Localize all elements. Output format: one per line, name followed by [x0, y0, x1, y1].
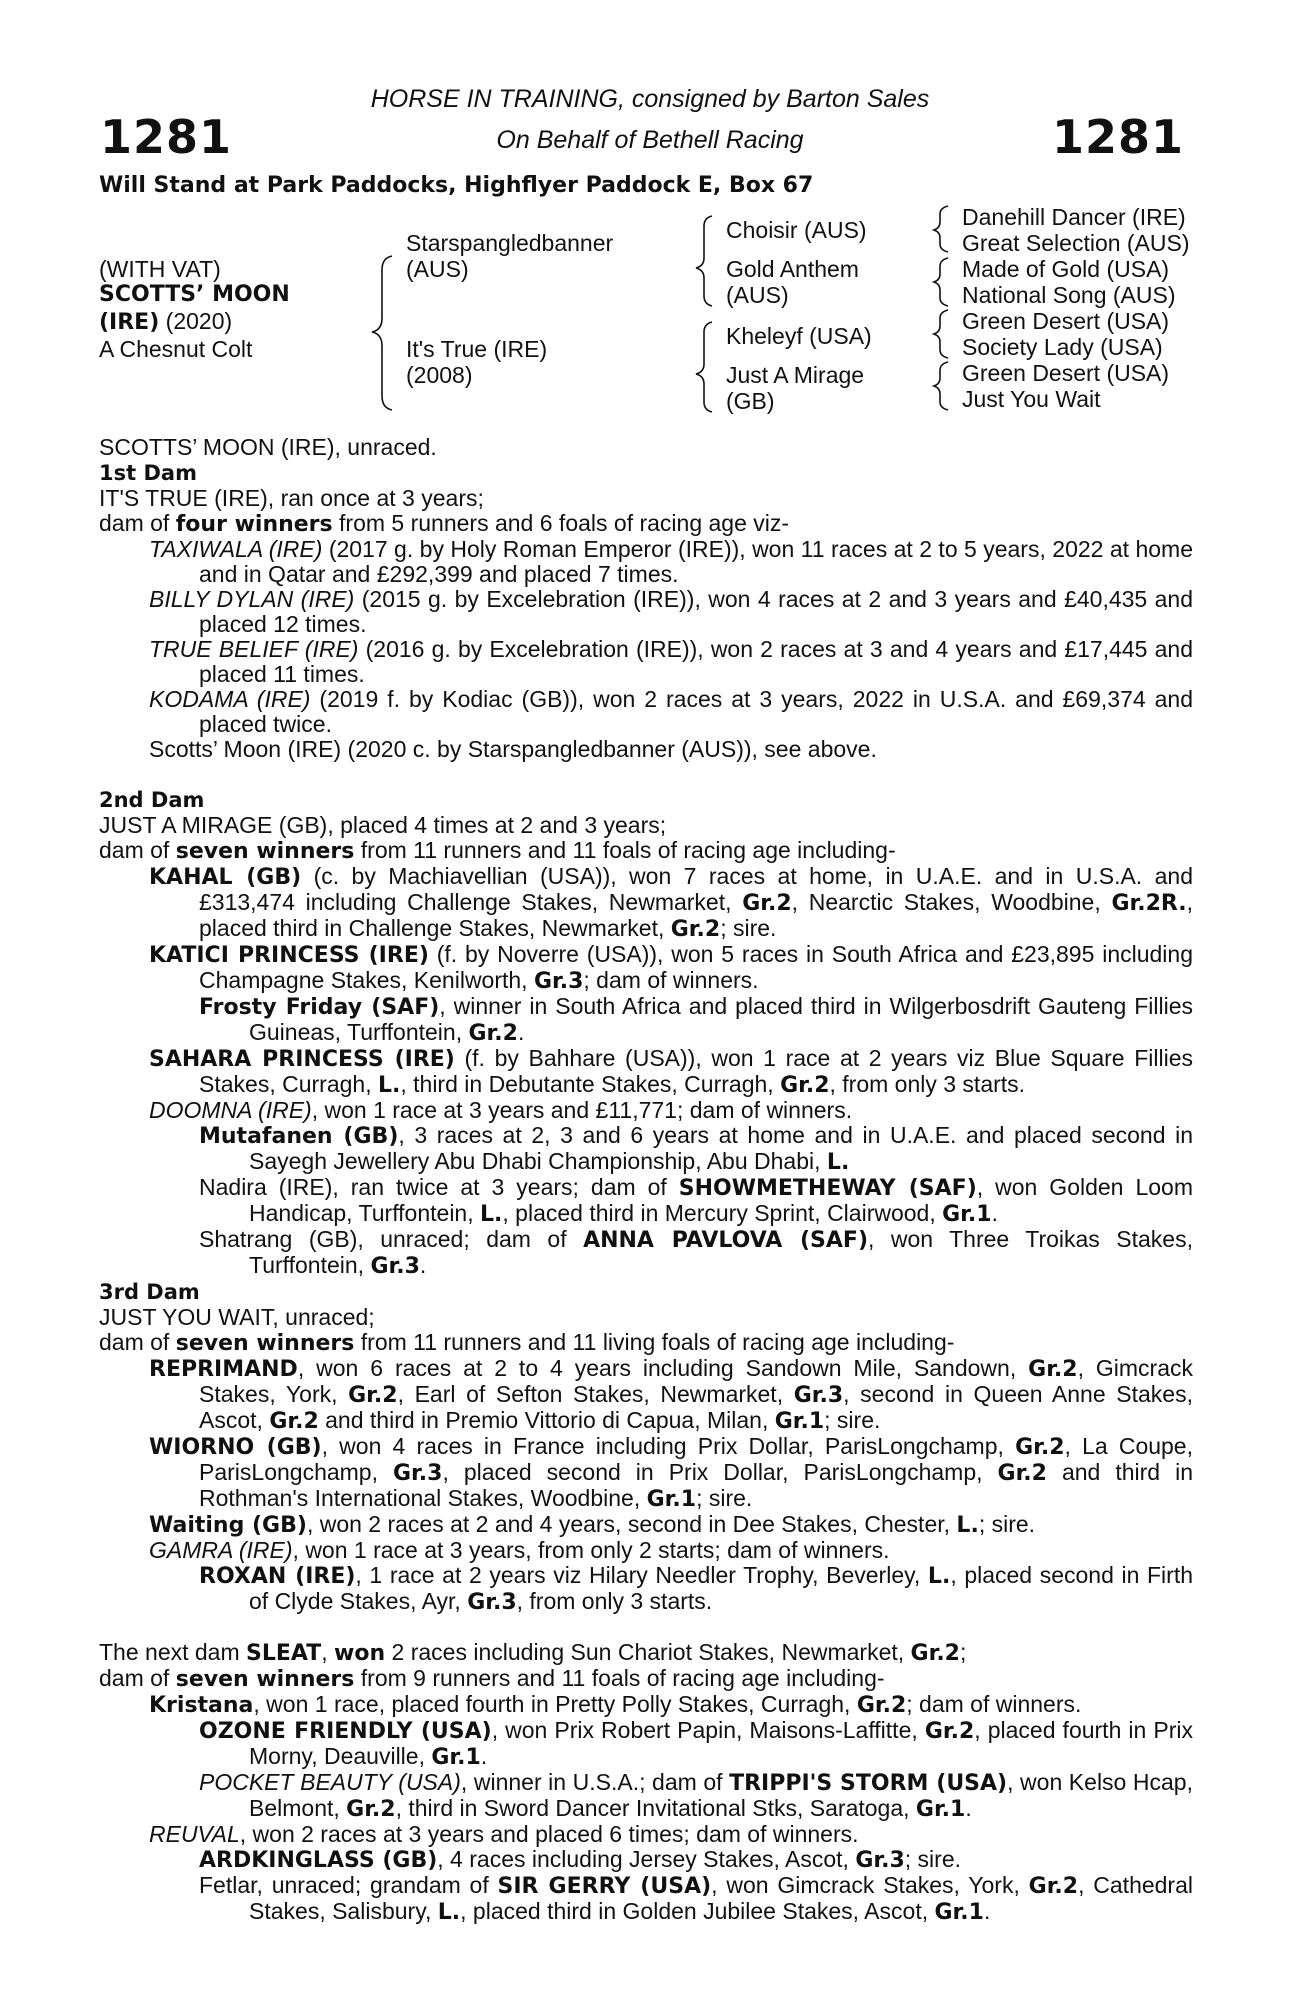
text-run: . [517, 1019, 525, 1045]
bold-text: L. [437, 1900, 461, 1925]
pedigree-braces [0, 0, 1314, 440]
text-run: , won 2 races at 2 and 4 years, second in Dee Stakes, Chester, [306, 1511, 957, 1537]
bold-text: Gr.3 [855, 1848, 905, 1873]
bold-text: SAHARA PRINCESS (IRE) [149, 1047, 455, 1072]
text-run: (f. by Bahhare (USA)), won 1 race at 2 years viz Blue Square Fillies Stakes, Curragh, [199, 1045, 1193, 1097]
text-run: ; sire. [904, 1846, 961, 1872]
bold-text: Gr.2 [997, 1461, 1047, 1486]
pedigree-gs2: Gold Anthem (AUS) [726, 256, 859, 308]
text-run: , won Kelso Hcap, Belmont, [249, 1769, 1193, 1821]
text-run: , won 6 races at 2 to 4 years including Sandown Mile, Sandown, [297, 1355, 1029, 1381]
text-run: , placed third in Challenge Stakes, Newmarket, [199, 889, 1193, 941]
text-run: dam of [99, 1665, 176, 1691]
bold-text: Gr.2 [910, 1641, 960, 1666]
text-run: , won 1 race at 3 years and £11,771; dam of winners. [311, 1097, 853, 1123]
text-run: 2 races including Sun Chariot Stakes, Newmarket, [385, 1639, 911, 1665]
text-run: , 4 races including Jersey Stakes, Ascot, [437, 1846, 856, 1872]
catalogue-paragraph [99, 1356, 1193, 1434]
text-run: and third in Premio Vittorio di Capua, Milan, [318, 1407, 775, 1433]
text-run: IT'S TRUE (IRE), ran once at 3 years; [99, 485, 484, 511]
text-run: . [983, 1898, 991, 1924]
text-run: , Cathedral Stakes, Salisbury, [249, 1872, 1193, 1924]
bold-text: seven winners [175, 1331, 355, 1356]
text-run: . [480, 1743, 488, 1769]
catalogue-paragraph [99, 737, 1193, 762]
section-gap [99, 1615, 1193, 1640]
bold-text: TRIPPI'S STORM (USA) [729, 1771, 1008, 1796]
bold-text: KATICI PRINCESS (IRE) [149, 943, 429, 968]
catalogue-paragraph [99, 537, 1193, 587]
bold-text: Gr.3 [393, 1461, 443, 1486]
catalogue-paragraph [99, 1692, 1193, 1718]
venue-line: Will Stand at Park Paddocks, Highflyer Paddock E, Box 67 [99, 173, 814, 198]
text-run: ; [959, 1639, 967, 1665]
bold-text: Gr.2 [1028, 1357, 1078, 1382]
catalogue-paragraph [99, 1227, 1193, 1279]
bold-text: L. [927, 1564, 951, 1589]
bold-text: Gr.2 [780, 1073, 830, 1098]
bold-text: Gr.2 [670, 917, 721, 942]
bold-text: Gr.1 [942, 1202, 992, 1227]
horse-name: SCOTTS’ MOON [99, 282, 290, 307]
text-run: (f. by Noverre (USA)), won 5 races in South Africa and £23,895 including Champagne Stakes, Kenilworth, [199, 941, 1193, 993]
bold-text: OZONE FRIENDLY (USA) [199, 1719, 492, 1744]
bold-text: four winners [175, 512, 333, 537]
bold-text: Gr.3 [533, 969, 584, 994]
text-run: JUST YOU WAIT, unraced; [99, 1304, 375, 1330]
horse-description: A Chesnut Colt [99, 336, 253, 362]
text-run: , Gimcrack Stakes, York, [199, 1355, 1193, 1407]
text-run: , La Coupe, ParisLongchamp, [199, 1433, 1193, 1485]
bold-text: ARDKINGLASS (GB) [199, 1848, 438, 1873]
text-run: , won 1 race, placed fourth in Pretty Polly Stakes, Curragh, [253, 1691, 857, 1717]
bold-text: won [334, 1641, 386, 1666]
bold-text: Gr.1 [774, 1409, 825, 1434]
catalogue-paragraph [99, 587, 1193, 637]
text-run: from 11 runners and 11 living foals of racing age including- [354, 1329, 955, 1355]
catalogue-paragraph [99, 511, 1193, 537]
text-run: , placed third in Golden Jubilee Stakes, Ascot, [460, 1898, 935, 1924]
on-behalf-line: On Behalf of Bethell Racing [496, 126, 804, 154]
text-run: (2019 f. by Kodiac (GB)), won 2 races at 3 years, 2022 in U.S.A. and £69,374 and placed twice. [199, 686, 1193, 737]
text-run: from 9 runners and 11 foals of racing age including- [354, 1665, 885, 1691]
text-run: , placed second in Firth of Clyde Stakes, Ayr, [249, 1562, 1194, 1614]
text-run: , won Prix Robert Papin, Maisons-Laffitte, [491, 1717, 925, 1743]
bold-text: Gr.3 [467, 1590, 517, 1615]
pedigree-ggs: Danehill Dancer (IRE) Great Selection (AUS) Made of Gold (USA) National Song (AUS) Green Desert (USA) Society Lady (USA) Green Desert (USA) Just You Wait [962, 204, 1190, 412]
bold-text: Gr.2 [1015, 1435, 1065, 1460]
catalogue-paragraph [99, 1822, 1193, 1847]
italic-text: REUVAL [149, 1821, 240, 1847]
text-run: , winner in South Africa and placed third in Wilgerbosdrift Gauteng Fillies Guineas, Turffontein, [249, 993, 1194, 1045]
text-run: dam of [99, 1329, 176, 1355]
italic-text: DOOMNA (IRE) [149, 1097, 312, 1123]
italic-text: BILLY DYLAN (IRE) [149, 586, 355, 612]
bold-text: Mutafanen (GB) [199, 1124, 399, 1149]
text-run: , won 1 race at 3 years, from only 2 starts; dam of winners. [292, 1537, 890, 1563]
text-run: dam of [99, 837, 176, 863]
bold-text: SLEAT [246, 1641, 322, 1666]
text-run: , won 4 races in France including Prix Dollar, ParisLongchamp, [321, 1433, 1016, 1459]
catalogue-paragraph [99, 942, 1193, 994]
bold-text: Gr.2 [856, 1693, 907, 1718]
text-run: , third in Debutante Stakes, Curragh, [400, 1071, 781, 1097]
text-run: . [419, 1252, 427, 1278]
bold-text: Gr.1 [915, 1797, 966, 1822]
horse-name-suffix: (IRE) (2020) [99, 308, 233, 335]
catalogue-paragraph [99, 994, 1193, 1046]
catalogue-paragraph [99, 813, 1193, 838]
text-run: , Nearctic Stakes, Woodbine, [791, 889, 1112, 915]
italic-text: TAXIWALA (IRE) [149, 536, 323, 562]
text-run: ; dam of winners. [583, 967, 759, 993]
catalogue-paragraph [99, 1279, 1193, 1305]
catalogue-paragraph [99, 460, 1193, 486]
text-run: , from only 3 starts. [829, 1071, 1026, 1097]
text-run: , placed fourth in Prix Morny, Deauville, [249, 1717, 1193, 1769]
catalogue-paragraph [99, 1046, 1193, 1098]
italic-text: KODAMA (IRE) [149, 686, 311, 712]
pedigree-sire: Starspangledbanner (AUS) [406, 230, 614, 282]
catalogue-body [99, 435, 1193, 1925]
bold-text: Gr.2 [269, 1409, 319, 1434]
catalogue-paragraph [99, 1123, 1193, 1175]
catalogue-paragraph [99, 1770, 1193, 1822]
consignor-line: HORSE IN TRAINING, consigned by Barton Sales [370, 85, 930, 113]
text-run: The next dam [99, 1639, 247, 1665]
text-run: , 3 races at 2, 3 and 6 years at home and in U.A.E. and placed second in Sayegh Jewellery Abu Dhabi Championship, Abu Dhabi, [249, 1122, 1193, 1174]
text-run: , won Three Troikas Stakes, Turffontein, [249, 1226, 1193, 1278]
italic-text: TRUE BELIEF (IRE) [149, 636, 359, 662]
bold-text: L. [956, 1513, 979, 1538]
bold-text: Gr.1 [934, 1900, 984, 1925]
text-run: ; sire. [696, 1485, 753, 1511]
section-gap [99, 762, 1193, 787]
catalogue-paragraph [99, 637, 1193, 687]
text-run: (2015 g. by Excelebration (IRE)), won 4 races at 2 and 3 years and £40,435 and placed 12 times. [199, 586, 1194, 637]
catalogue-paragraph [99, 787, 1193, 813]
catalogue-paragraph [99, 1718, 1193, 1770]
bold-text: SHOWMETHEWAY (SAF) [678, 1176, 977, 1201]
italic-text: GAMRA (IRE) [149, 1537, 293, 1563]
text-run: Scotts’ Moon (IRE) (2020 c. by Starspangledbanner (AUS)), see above. [149, 736, 877, 762]
text-run: from 5 runners and 6 foals of racing age viz- [332, 510, 790, 536]
text-run: , 1 race at 2 years viz Hilary Needler Trophy, Beverley, [355, 1562, 928, 1588]
pedigree-gs3: Kheleyf (USA) [726, 323, 872, 349]
text-run: , winner in U.S.A.; dam of [460, 1769, 730, 1795]
text-run: Fetlar, unraced; grandam of [199, 1872, 498, 1898]
bold-text: Gr.2 [348, 1383, 398, 1408]
catalogue-paragraph [99, 1098, 1193, 1123]
bold-text: SIR GERRY (USA) [497, 1874, 712, 1899]
catalogue-paragraph [99, 864, 1193, 942]
text-run: ; sire. [720, 915, 777, 941]
catalogue-paragraph [99, 1847, 1193, 1873]
bold-text: ROXAN (IRE) [199, 1564, 356, 1589]
pedigree-dam: It's True (IRE) (2008) [406, 336, 548, 388]
bold-text: KAHAL (GB) [149, 865, 302, 890]
bold-text: L. [377, 1073, 401, 1098]
bold-text: L. [480, 1202, 503, 1227]
catalogue-paragraph [99, 838, 1193, 864]
text-run: ; sire. [824, 1407, 881, 1433]
bold-text: Gr.1 [431, 1745, 481, 1770]
bold-text: Gr.2 [924, 1719, 975, 1744]
text-run: . [965, 1795, 972, 1821]
bold-text: L. [826, 1150, 850, 1175]
text-run: , third in Sword Dancer Invitational Stks, Saratoga, [395, 1795, 916, 1821]
catalogue-paragraph [99, 1330, 1193, 1356]
catalogue-paragraph [99, 1434, 1193, 1512]
text-run: , from only 3 starts. [516, 1588, 713, 1614]
catalogue-paragraph [99, 1640, 1193, 1666]
bold-text: Gr.2 [1028, 1874, 1079, 1899]
section-heading: 2nd Dam [99, 788, 205, 812]
text-run: JUST A MIRAGE (GB), placed 4 times at 2 and 3 years; [99, 812, 667, 838]
text-run: . [991, 1200, 998, 1226]
text-run: , [321, 1639, 335, 1665]
text-run: from 11 runners and 11 foals of racing age including- [354, 837, 896, 863]
text-run: , won Golden Loom Handicap, Turffontein, [249, 1174, 1193, 1226]
italic-text: POCKET BEAUTY (USA) [199, 1769, 461, 1795]
text-run: , placed second in Prix Dollar, ParisLongchamp, [442, 1459, 998, 1485]
catalogue-paragraph [99, 1538, 1193, 1563]
bold-text: seven winners [175, 839, 355, 864]
text-run: ; dam of winners. [906, 1691, 1082, 1717]
catalogue-paragraph [99, 435, 1193, 460]
bold-text: Gr.3 [793, 1383, 844, 1408]
bold-text: Waiting (GB) [149, 1513, 307, 1538]
pedigree-gs1: Choisir (AUS) [726, 217, 867, 243]
bold-text: Gr.2 [742, 891, 792, 916]
section-heading: 1st Dam [99, 461, 197, 485]
vat-note: (WITH VAT) [99, 256, 221, 282]
bold-text: Gr.3 [370, 1254, 420, 1279]
text-run: ; sire. [978, 1511, 1036, 1537]
bold-text: ANNA PAVLOVA (SAF) [583, 1228, 869, 1253]
text-run: and third in Rothman's International Stakes, Woodbine, [199, 1459, 1193, 1511]
section-heading: 3rd Dam [99, 1280, 200, 1304]
text-run: (2016 g. by Excelebration (IRE)), won 2 races at 3 and 4 years and £17,445 and placed 11 times. [199, 636, 1194, 687]
catalogue-paragraph [99, 1873, 1193, 1925]
text-run: SCOTTS’ MOON (IRE), unraced. [99, 434, 437, 460]
text-run: , placed third in Mercury Sprint, Clairwood, [502, 1200, 943, 1226]
text-run: , won Gimcrack Stakes, York, [711, 1872, 1029, 1898]
bold-text: seven winners [175, 1667, 355, 1692]
catalogue-paragraph [99, 1512, 1193, 1538]
catalogue-paragraph [99, 1666, 1193, 1692]
text-run: , won 2 races at 3 years and placed 6 times; dam of winners. [239, 1821, 859, 1847]
lot-number-right: 1281 [1051, 110, 1184, 164]
lot-number-left: 1281 [100, 110, 233, 164]
text-run: (c. by Machiavellian (USA)), won 7 races at home, in U.A.E. and in U.S.A. and £313,474 including Challenge Stakes, Newmarket, [199, 863, 1193, 915]
text-run: , Earl of Sefton Stakes, Newmarket, [397, 1381, 794, 1407]
text-run: Nadira (IRE), ran twice at 3 years; dam of [199, 1174, 679, 1200]
bold-text: Gr.2R. [1111, 891, 1187, 916]
catalogue-paragraph [99, 1563, 1193, 1615]
text-run: Shatrang (GB), unraced; dam of [199, 1226, 584, 1252]
catalogue-paragraph [99, 1305, 1193, 1330]
catalogue-paragraph [99, 687, 1193, 737]
bold-text: WIORNO (GB) [149, 1435, 322, 1460]
bold-text: Frosty Friday (SAF) [199, 995, 440, 1020]
text-run: (2017 g. by Holy Roman Emperor (IRE)), won 11 races at 2 to 5 years, 2022 at home and in Qatar and £292,399 and placed 7 times. [199, 536, 1193, 587]
catalogue-paragraph [99, 1175, 1193, 1227]
catalogue-paragraph [99, 486, 1193, 511]
bold-text: Gr.1 [646, 1487, 697, 1512]
bold-text: Gr.2 [346, 1797, 396, 1822]
bold-text: Kristana [149, 1693, 254, 1718]
pedigree-gs4: Just A Mirage (GB) [726, 362, 865, 414]
bold-text: Gr.2 [468, 1021, 518, 1046]
bold-text: REPRIMAND [149, 1357, 298, 1382]
text-run: , second in Queen Anne Stakes, Ascot, [199, 1381, 1193, 1433]
text-run: dam of [99, 510, 176, 536]
